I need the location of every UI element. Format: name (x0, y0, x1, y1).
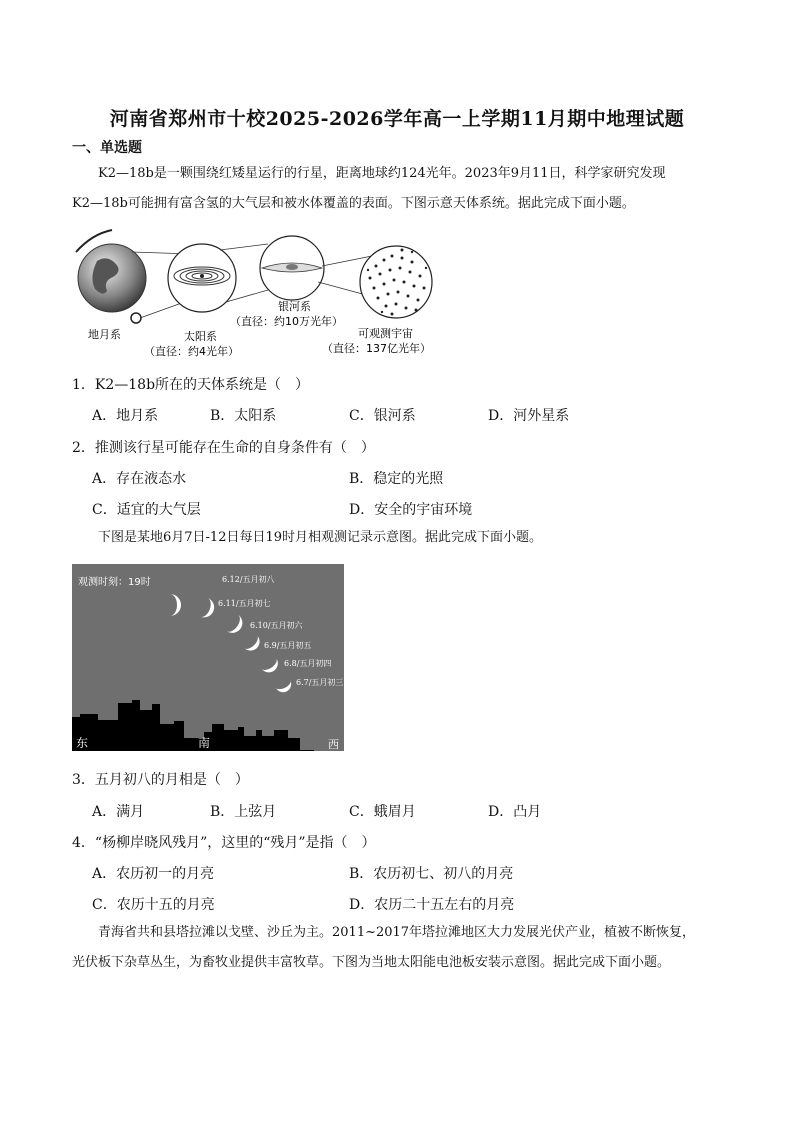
label-galaxy: 银河系 (278, 300, 311, 313)
moon-label-6-10: 6.10/五月初六 (250, 621, 303, 630)
question-3-stem: 3．五月初八的月相是（ ） (72, 772, 249, 788)
universe-circle (360, 246, 432, 318)
question-4-stem: 4．“杨柳岸晓风残月”，这里的“残月”是指（ ） (72, 835, 376, 851)
celestial-system-figure (72, 226, 452, 364)
q3-option-c[interactable]: C．蛾眉月 (349, 804, 416, 820)
label-earth-moon: 地月系 (88, 328, 121, 341)
direction-south: 南 (198, 736, 211, 750)
sun-icon (200, 274, 204, 278)
passage-3 (72, 918, 722, 978)
label-universe: 可观测宇宙 (358, 327, 413, 340)
moon-label-6-07: 6.7/五月初三 (296, 678, 344, 687)
direction-west: 西 (328, 738, 339, 751)
moon-6-07 (276, 681, 294, 695)
passage-3-line-1: 青海省共和县塔拉滩以戈壁、沙丘为主。2011~2017年塔拉滩地区大力发展光伏产业，植被不断恢复， (98, 925, 696, 940)
label-galaxy-diameter: （直径：约10万光年） (230, 315, 343, 328)
q4-option-a[interactable]: A．农历初一的月亮 (92, 866, 215, 882)
q2-option-b[interactable]: B．稳定的光照 (349, 471, 444, 487)
moon-6-09 (244, 635, 263, 654)
moon-6-10 (227, 615, 247, 637)
q4-option-b[interactable]: B．农历初七、初八的月亮 (349, 866, 514, 882)
moon-label-6-12: 6.12/五月初八 (222, 575, 275, 584)
moon-6-11 (201, 598, 217, 620)
city-skyline (72, 700, 314, 751)
q3-option-a[interactable]: A．满月 (92, 804, 145, 820)
passage-1-line-1: K2—18b是一颗围绕红矮星运行的行星，距离地球约124光年。2023年9月11日，科学家研究发现 (98, 166, 666, 181)
q2-option-d[interactable]: D．安全的宇宙环境 (349, 502, 473, 518)
page-title: 河南省郑州市十校2025-2026学年高一上学期11月期中地理试题 (109, 108, 685, 130)
direction-east: 东 (76, 736, 89, 750)
q1-option-b[interactable]: B．太阳系 (210, 408, 277, 424)
q2-option-a[interactable]: A．存在液态水 (92, 471, 187, 487)
q2-option-c[interactable]: C．适宜的大气层 (92, 502, 201, 518)
label-solar-diameter: （直径：约4光年） (144, 345, 239, 358)
moon-phase-drawing (72, 564, 344, 751)
passage-3-line-2: 光伏板下杂草丛生，为畜牧业提供丰富牧草。下图为当地太阳能电池板安装示意图。据此完成下面小题。 (72, 955, 671, 970)
moon-label-6-11: 6.11/五月初七 (218, 599, 271, 608)
earth-icon (78, 244, 146, 312)
q4-option-d[interactable]: D．农历二十五左右的月亮 (349, 897, 515, 913)
moon-label-6-09: 6.9/五月初五 (264, 641, 312, 650)
label-solar-system: 太阳系 (184, 330, 217, 343)
passage-2-text: 下图是某地6月7日-12日每日19时月相观测记录示意图。据此完成下面小题。 (98, 530, 543, 545)
section-heading: 一、单选题 (72, 140, 142, 156)
moon-6-08 (261, 658, 281, 676)
passage-2 (72, 523, 722, 553)
moon-label-6-08: 6.8/五月初四 (284, 659, 332, 668)
question-2-stem: 2．推测该行星可能存在生命的自身条件有（ ） (72, 440, 375, 456)
q3-option-d[interactable]: D．凸月 (488, 804, 542, 820)
q3-option-b[interactable]: B．上弦月 (210, 804, 277, 820)
q1-option-a[interactable]: A．地月系 (92, 408, 159, 424)
passage-1-line-2: K2—18b可能拥有富含氢的大气层和被水体覆盖的表面。下图示意天体系统。据此完成下面小题。 (72, 196, 635, 211)
q1-option-c[interactable]: C．银河系 (349, 408, 416, 424)
label-universe-diameter: （直径：137亿光年） (322, 342, 431, 355)
moon-phase-figure (72, 564, 344, 751)
moon-6-12 (170, 594, 181, 616)
q4-option-c[interactable]: C．农历十五的月亮 (92, 897, 215, 913)
observation-time-label: 观测时刻：19时 (78, 577, 151, 588)
question-1-stem: 1．K2—18b所在的天体系统是（ ） (72, 377, 310, 393)
moon-icon (131, 313, 141, 323)
q1-option-d[interactable]: D．河外星系 (488, 408, 570, 424)
galaxy-core (286, 264, 298, 270)
passage-1 (72, 159, 722, 219)
